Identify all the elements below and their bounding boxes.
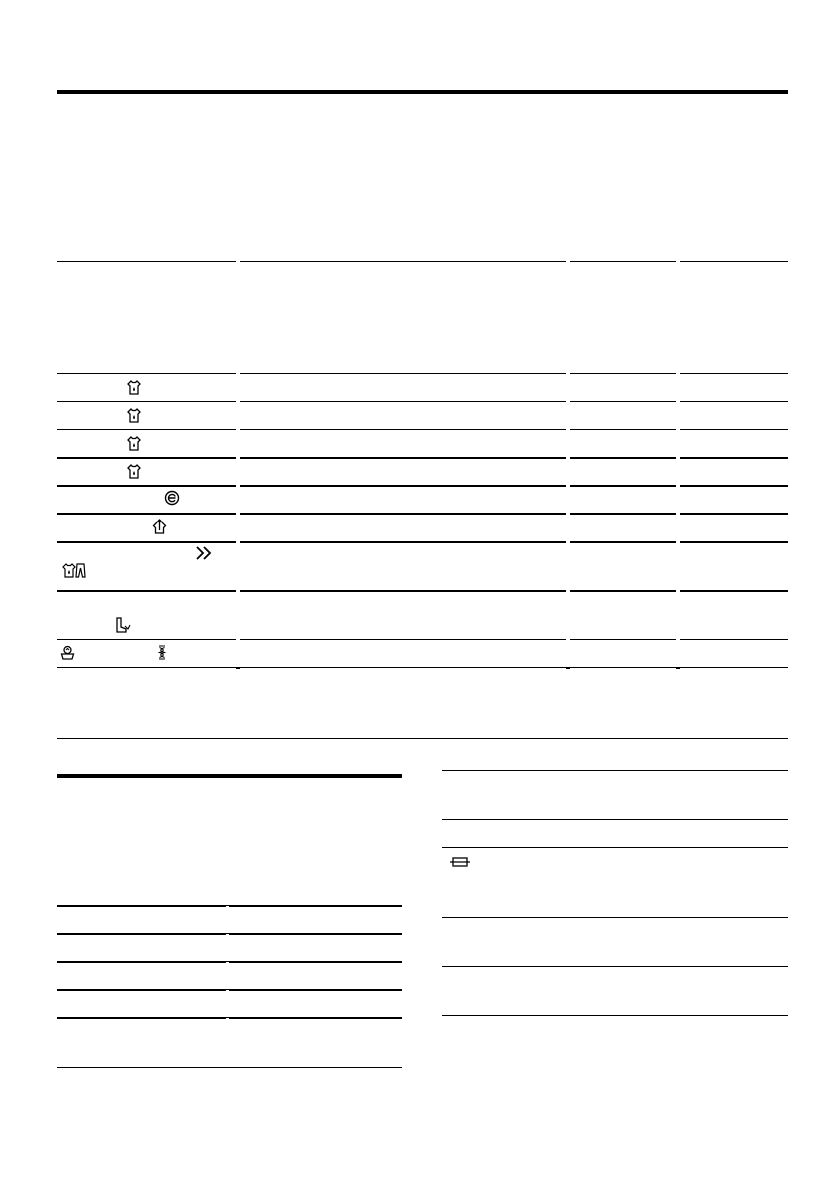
table-row-rule bbox=[442, 770, 788, 771]
column-gap-fill bbox=[566, 667, 570, 669]
column-gap bbox=[226, 903, 229, 1023]
shirt-arrow-icon bbox=[152, 519, 167, 533]
column-gap-fill bbox=[226, 933, 229, 934]
shirt-drop-icon bbox=[127, 464, 141, 478]
table-row-rule bbox=[442, 847, 788, 848]
shirt-drop-icon bbox=[127, 436, 141, 450]
table-row-rule bbox=[442, 917, 788, 918]
table-row-rule bbox=[57, 1017, 402, 1019]
column-gap-fill bbox=[226, 961, 229, 962]
column-gap-fill bbox=[226, 1017, 229, 1018]
column-gap-fill bbox=[226, 905, 229, 906]
table-row-rule bbox=[57, 989, 402, 991]
table-bottom-rule bbox=[57, 1067, 402, 1068]
column-gap-fill bbox=[236, 738, 240, 739]
table-row-rule bbox=[57, 905, 402, 907]
column-gap-fill bbox=[226, 989, 229, 990]
column-gap-fill bbox=[236, 667, 240, 669]
table-row-rule bbox=[57, 961, 402, 963]
eco-e-icon bbox=[164, 490, 180, 504]
fuse-icon bbox=[449, 856, 471, 870]
double-chevron-icon bbox=[195, 545, 213, 559]
page-top-rule bbox=[57, 90, 788, 94]
boot-icon bbox=[115, 617, 131, 631]
drum-rinse-icon bbox=[60, 645, 75, 659]
shirt-trousers-icon bbox=[62, 563, 86, 577]
table-row-rule bbox=[442, 819, 788, 820]
spin-icon bbox=[157, 645, 167, 659]
shirt-drop-icon bbox=[127, 408, 141, 422]
table-bottom-rule bbox=[442, 1015, 788, 1016]
column-gap-fill bbox=[566, 738, 570, 739]
column-gap-fill bbox=[676, 667, 680, 669]
column-gap-fill bbox=[676, 738, 680, 739]
shirt-drop-icon bbox=[127, 380, 141, 394]
section-heading-rule bbox=[57, 774, 402, 778]
table-row-rule bbox=[442, 966, 788, 967]
table-row-rule bbox=[57, 933, 402, 935]
